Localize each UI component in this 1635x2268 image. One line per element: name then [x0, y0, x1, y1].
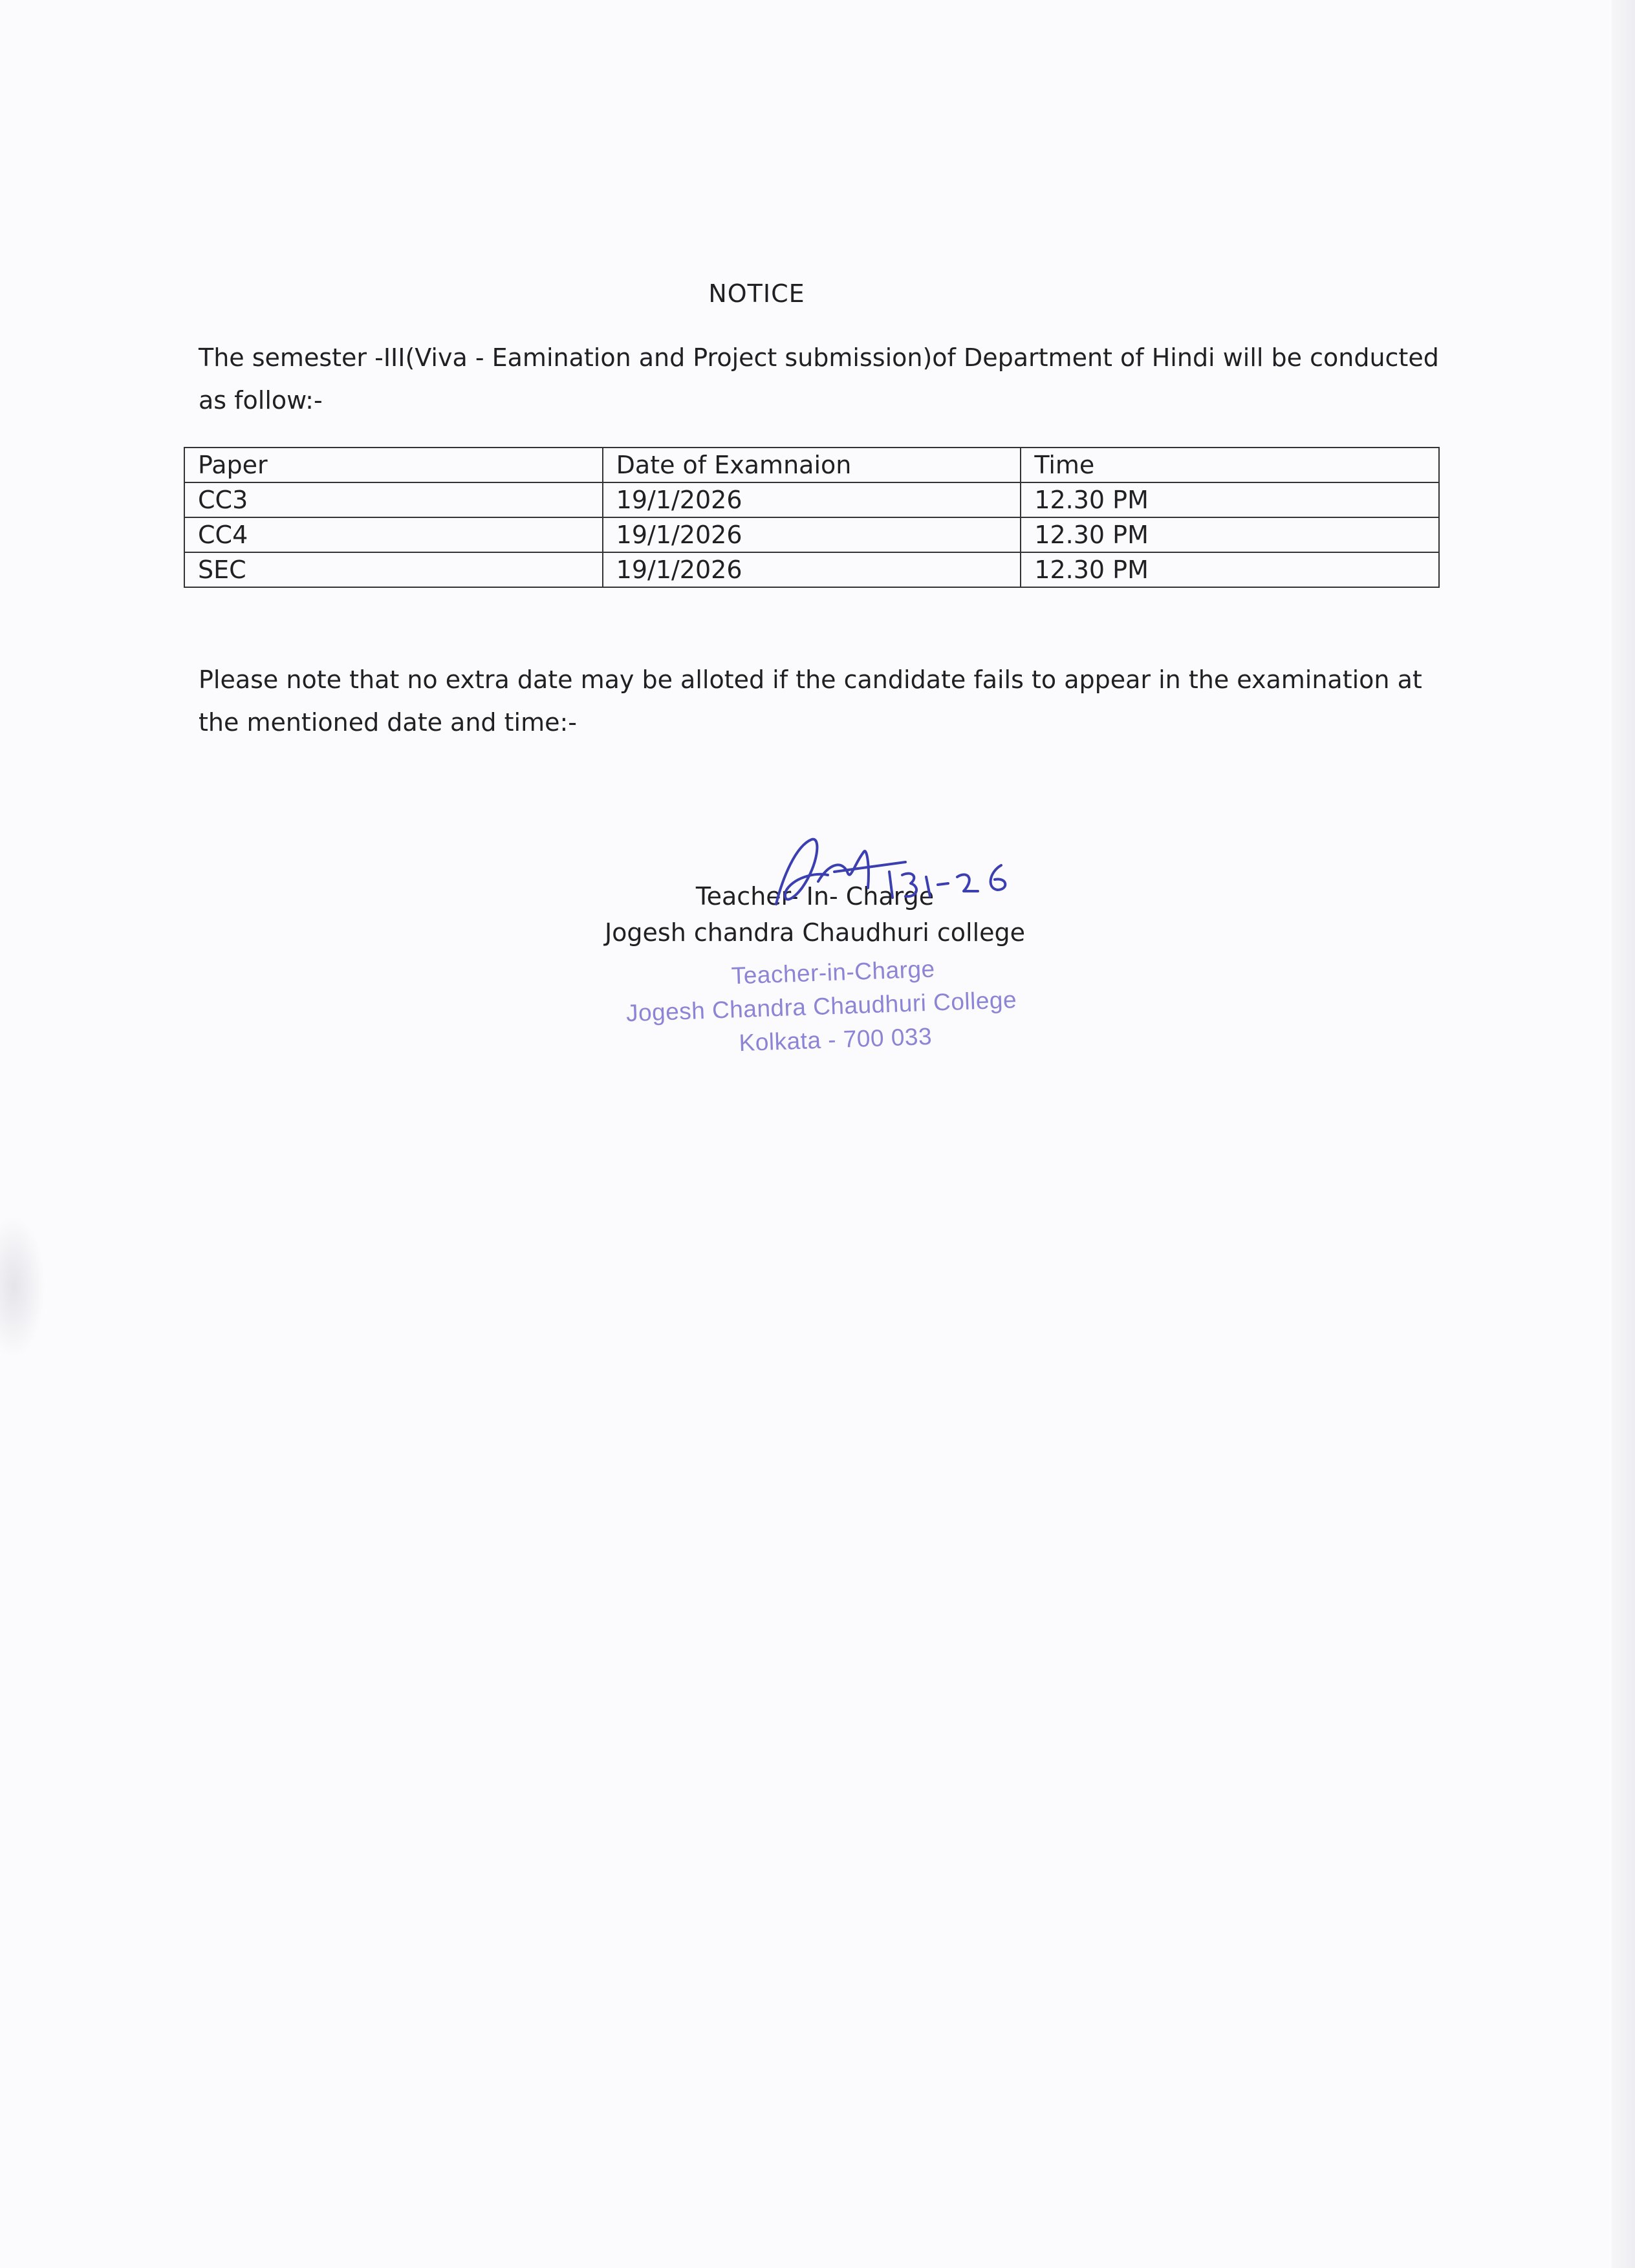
- cell-time: 12.30 PM: [1021, 517, 1439, 552]
- cell-date: 19/1/2026: [603, 517, 1021, 552]
- exam-schedule-table: [184, 447, 1440, 588]
- table-row: [184, 517, 1439, 552]
- table-row: [184, 482, 1439, 517]
- notice-intro-paragraph: The semester -III(Viva - Eamination and Project submission)of Department of Hindi will be conducted as follow:-: [199, 343, 1439, 415]
- cell-paper: SEC: [184, 552, 603, 587]
- cell-date: 19/1/2026: [603, 482, 1021, 517]
- notice-title: NOTICE: [708, 279, 805, 308]
- header-paper: Paper: [184, 448, 603, 482]
- table-header-row: [184, 448, 1439, 482]
- signatory-title: Teacher- In- Charge: [695, 882, 935, 911]
- cell-time: 12.30 PM: [1021, 482, 1439, 517]
- page-edge-shadow: [1612, 0, 1635, 2268]
- scan-smudge: [0, 1216, 45, 1358]
- notice-note-paragraph: Please note that no extra date may be alloted if the candidate fails to appear in the examination at the mentioned date and time:-: [199, 665, 1422, 737]
- cell-paper: CC3: [184, 482, 603, 517]
- cell-date: 19/1/2026: [603, 552, 1021, 587]
- stamp-line-title: Teacher-in-Charge: [731, 955, 936, 989]
- cell-paper: CC4: [184, 517, 603, 552]
- stamp-line-college: Jogesh Chandra Chaudhuri College: [625, 986, 1017, 1027]
- institution-name: Jogesh chandra Chaudhuri college: [604, 918, 1026, 947]
- header-time: Time: [1021, 448, 1439, 482]
- college-seal-stamp: [625, 949, 1036, 1064]
- stamp-line-address: Kolkata - 700 033: [738, 1022, 933, 1057]
- table-row: [184, 552, 1439, 587]
- cell-time: 12.30 PM: [1021, 552, 1439, 587]
- header-date: Date of Examnaion: [603, 448, 1021, 482]
- handwritten-signature: [757, 826, 1028, 923]
